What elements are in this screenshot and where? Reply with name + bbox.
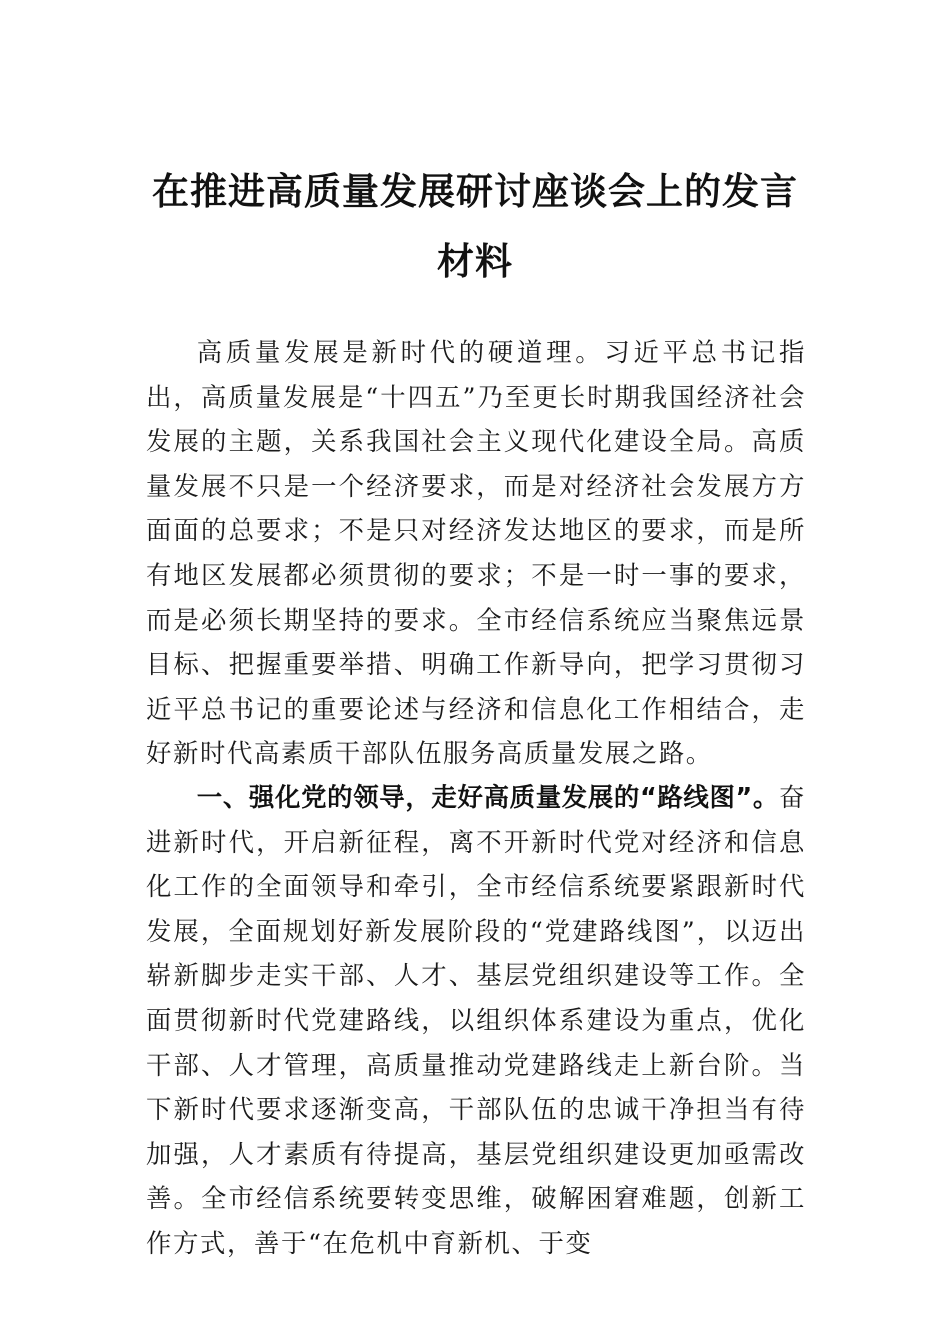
paragraph-section-one xyxy=(146,775,806,1266)
paragraph-intro-text: 高质量发展是新时代的硬道理。习近平总书记指出，高质量发展是“十四五”乃至更长时期我国经济社会发展的主题，关系我国社会主义现代化建设全局。高质量发展不只是一个经济要求，而是对经济社会发展方方面面的总要求；不是只对经济发达地区的要求，而是所有地区发展都必须贯彻的要求；不是一时一事的要求，而是必须长期坚持的要求。全市经信系统应当聚焦远景目标、把握重要举措、明确工作新导向，把学习贯彻习近平总书记的重要论述与经济和信息化工作相结合，走好新时代高素质干部队伍服务高质量发展之路。 xyxy=(146,337,806,769)
paragraph-intro xyxy=(146,330,806,776)
section-one-text: 奋进新时代，开启新征程，离不开新时代党对经济和信息化工作的全面领导和牵引，全市经信系统要紧跟新时代发展，全面规划好新发展阶段的“党建路线图”，以迈出崭新脚步走实干部、人才、基层党组织建设等工作。全面贯彻新时代党建路线，以组织体系建设为重点，优化干部、人才管理，高质量推动党建路线走上新台阶。当下新时代要求逐渐变高，干部队伍的忠诚干净担当有待加强，人才素质有待提高，基层党组织建设更加亟需改善。全市经信系统要转变思维，破解困窘难题，创新工作方式，善于“在危机中育新机、于变 xyxy=(146,782,806,1258)
section-one-heading: 一、强化党的领导，走好高质量发展的“路线图”。 xyxy=(196,782,779,812)
document-title: 在推进高质量发展研讨座谈会上的发言材料 xyxy=(152,169,798,283)
